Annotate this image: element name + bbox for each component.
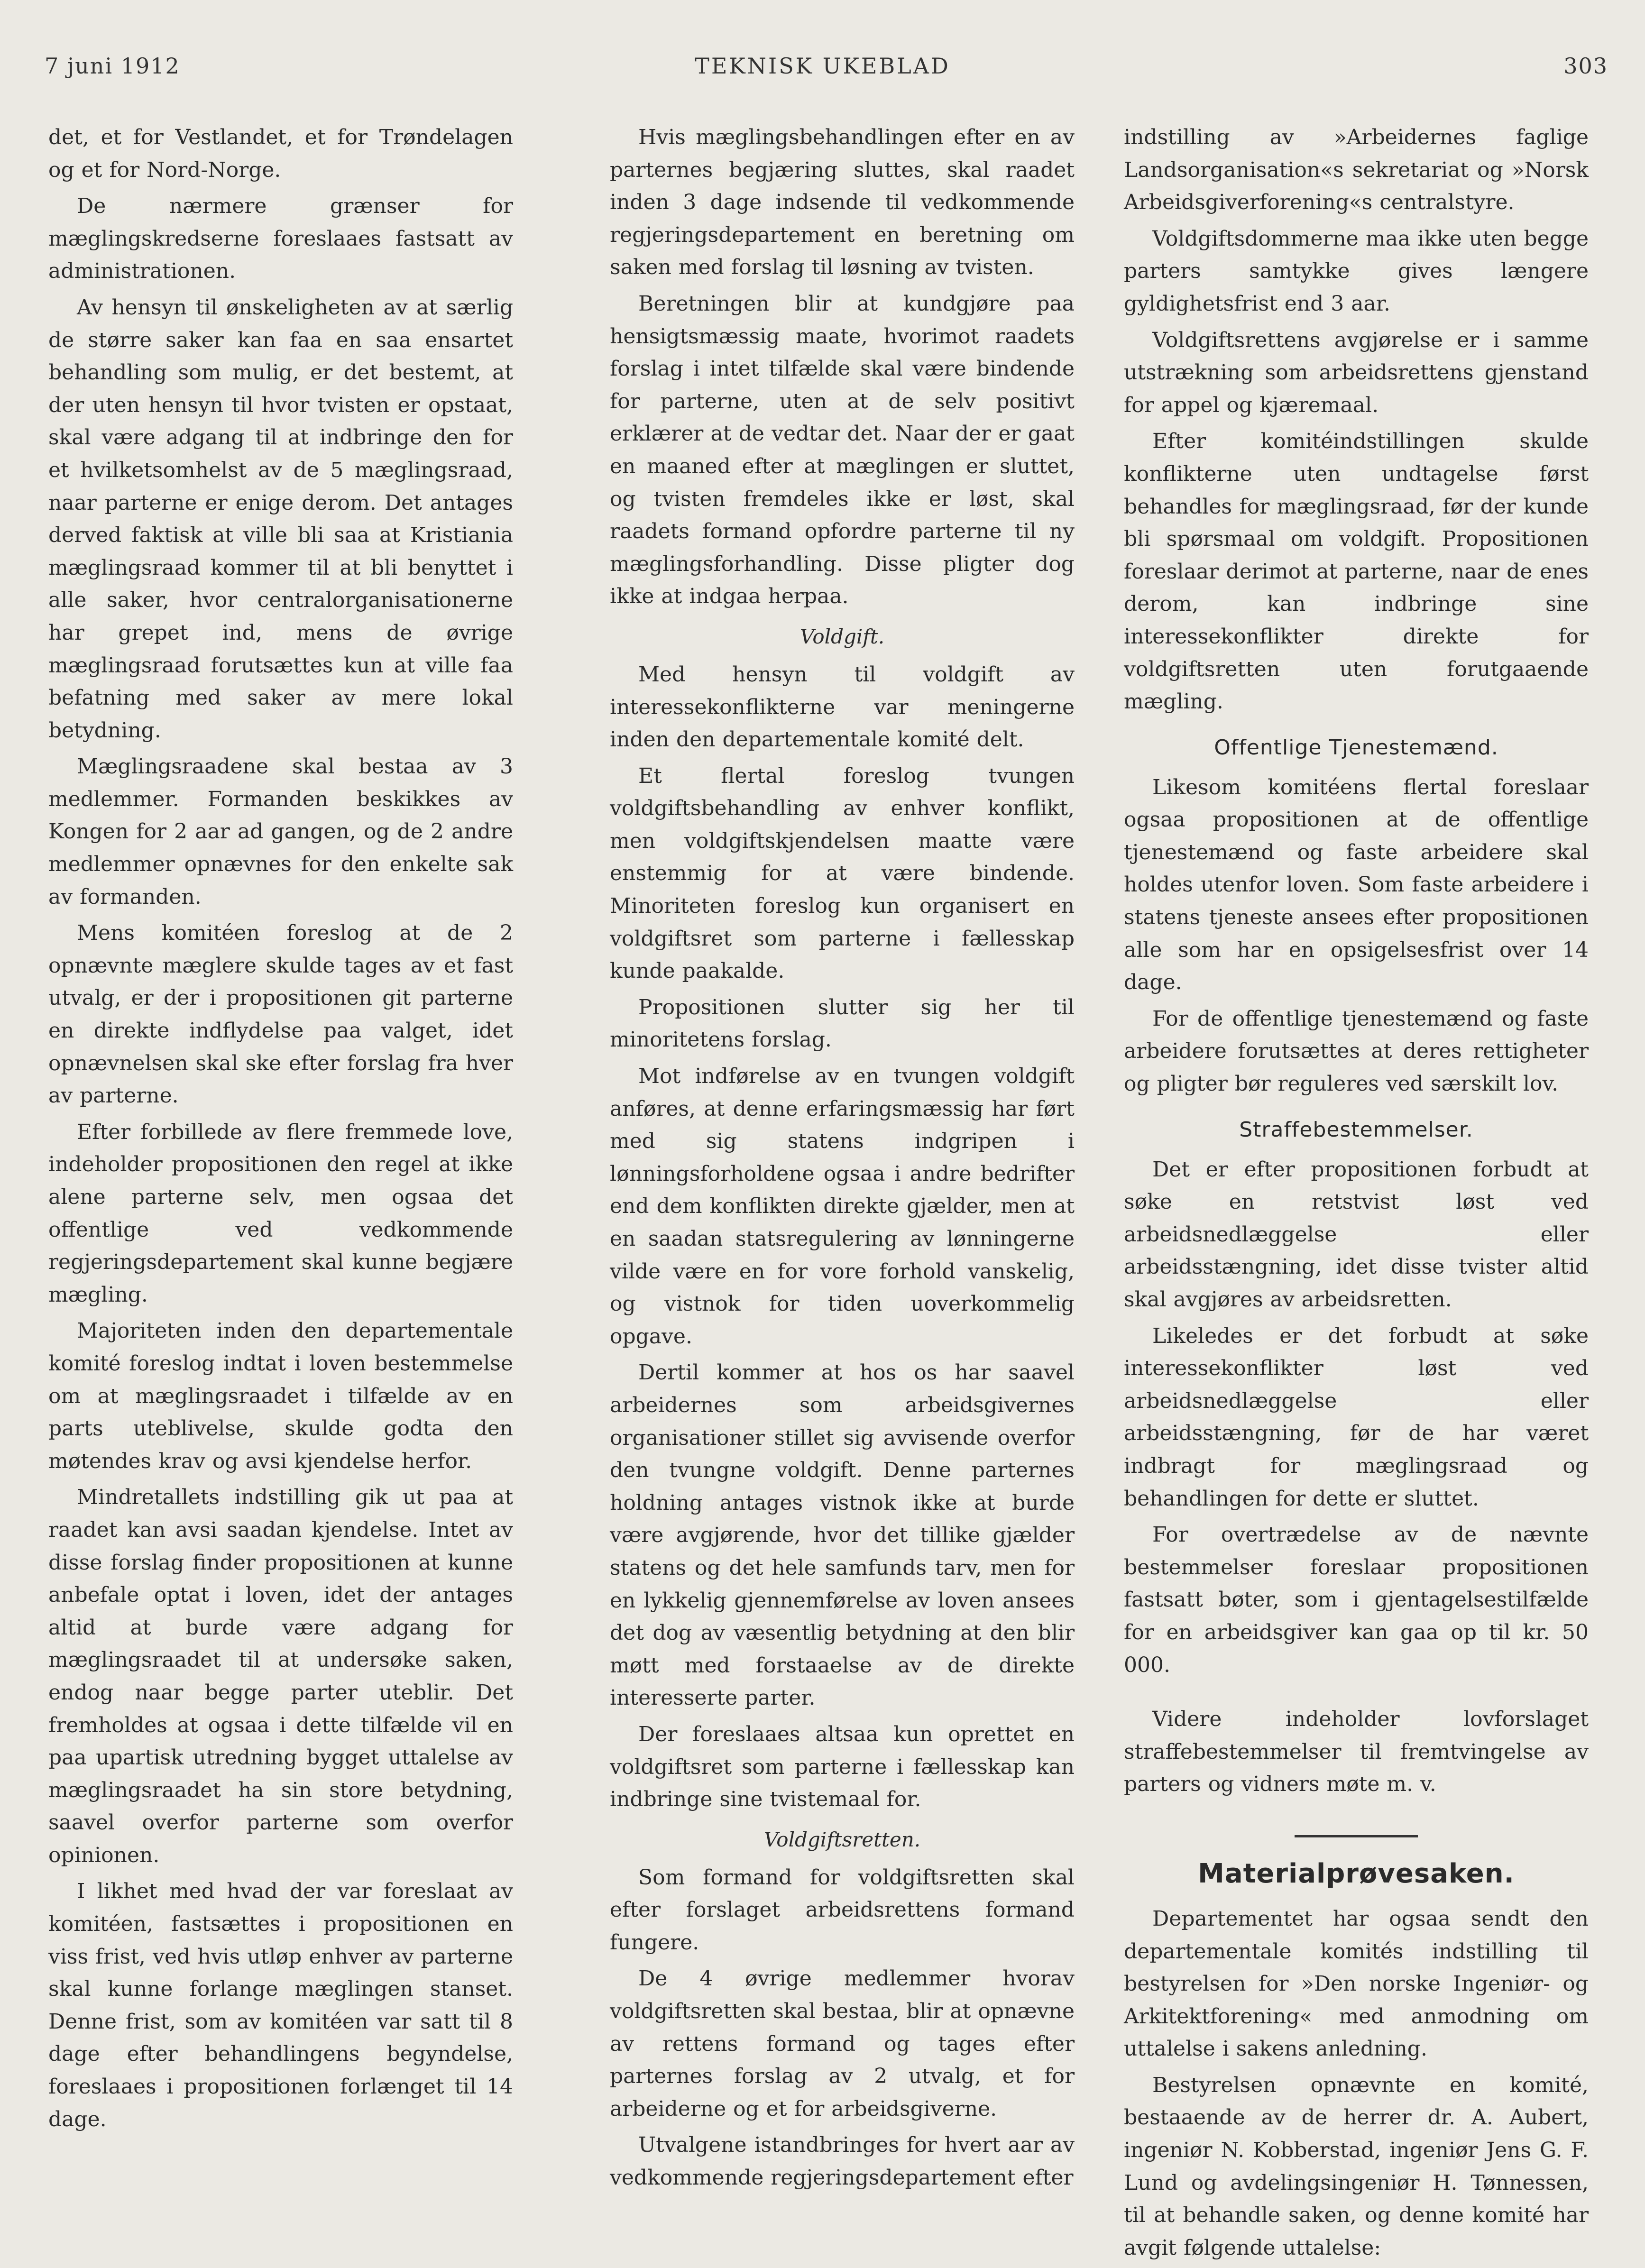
paragraph: Bestyrelsen opnævnte en komité, bestaaende av de herrer dr. A. Aubert, ingeniør N. Kobberstad, ingeniør Jens G. F. Lund og avdelingsingeniør H. Tønnessen, til at behandle saken, og denne komité har avgit følgende uttalelse: xyxy=(1124,2073,1589,2260)
paragraph: Med hensyn til voldgift av interessekonflikterne var meningerne inden den departementale komité delt. xyxy=(610,662,1075,752)
paragraph: Voldgiftsrettens avgjørelse er i samme utstrækning som arbeidsrettens gjenstand for appel og kjæremaal. xyxy=(1124,328,1589,417)
paragraph: Majoriteten inden den departementale komité foreslog indtat i loven bestemmelse om at mæglingsraadet i tilfælde av en parts uteblivelse, skulde godta den møtendes krav og avsi kjendelse herfor. xyxy=(48,1319,513,1473)
paragraph: Propositionen slutter sig her til minoritetens forslag. xyxy=(610,995,1075,1052)
paragraph: Likesom komitéens flertal foreslaar ogsaa propositionen at de offentlige tjenestemænd og faste arbeidere skal holdes utenfor loven. Som faste arbeidere i statens tjeneste ansees efter propositionen alle som har en opsigelsesfrist over 14 dage. xyxy=(1124,775,1589,995)
paragraph: De nærmere grænser for mæglingskredserne foreslaaes fastsatt av administrationen. xyxy=(48,194,513,284)
paragraph: Videre indeholder lovforslaget straffebestemmelser til fremtvingelse av parters og vidners møte m. v. xyxy=(1124,1707,1589,1797)
paragraph: Mæglingsraadene skal bestaa av 3 medlemmer. Formanden beskikkes av Kongen for 2 aar ad gangen, og de 2 andre medlemmer opnævnes for den enkelte sak av formanden. xyxy=(48,754,513,909)
section-heading-voldgiftsretten: Voldgiftsretten. xyxy=(763,1827,921,1851)
paragraph: Hvis mæglingsbehandlingen efter en av parternes begjæring sluttes, skal raadet inden 3 dage indsende til vedkommende regjeringsdepartement en beretning om saken med forslag til løsning av tvisten. xyxy=(610,125,1075,280)
column-1 xyxy=(48,121,513,2139)
paragraph: Mot indførelse av en tvungen voldgift anføres, at denne erfaringsmæssig har ført med sig statens indgripen i lønningsforholdene ogsaa i andre bedrifter end dem konflikten direkte gjælder, men at en saadan statsregulering av lønningerne vilde være en for vore forhold vanskelig, og vistnok for tiden uoverkommelig opgave. xyxy=(610,1064,1075,1349)
column-2 xyxy=(610,121,1075,2198)
paragraph: Av hensyn til ønskeligheten av at særlig de større saker kan faa en saa ensartet behandling som mulig, er det bestemt, at der uten hensyn til hvor tvisten er opstaat, skal være adgang til at indbringe den for et hvilketsomhelst av de 5 mæglingsraad, naar parterne er enige derom. Det antages derved faktisk at ville bli saa at Kristiania mæglingsraad kommer til at bli benyttet i alle saker, hvor centralorganisationerne har grepet ind, mens de øvrige mæglingsraad forutsættes kun at ville faa befatning med saker av mere lokal betydning. xyxy=(48,295,513,743)
paragraph: De 4 øvrige medlemmer hvorav voldgiftsretten skal bestaa, blir at opnævne av rettens formand og tages efter parternes forslag av 2 utvalg, et for arbeiderne og et for arbeidsgiverne. xyxy=(610,1966,1075,2121)
page-number: 303 xyxy=(1563,53,1608,79)
journal-title: TEKNISK UKEBLAD xyxy=(695,53,950,79)
paragraph: Der foreslaaes altsaa kun oprettet en voldgiftsret som parterne i fællesskap kan indbringe sine tvistemaal for. xyxy=(610,1722,1075,1812)
section-heading-voldgift: Voldgift. xyxy=(800,624,885,648)
paragraph: Dertil kommer at hos os har saavel arbeidernes som arbeidsgivernes organisationer stillet sig avvisende overfor den tvungne voldgift. Denne parternes holdning antages vistnok ikke at burde være avgjørende, hvor det tillike gjælder statens og det hele samfunds tarv, men for en lykkelig gjennemførelse av loven ansees det dog av væsentlig betydning at den blir møtt med forstaaelse av de direkte interesserte parter. xyxy=(610,1360,1075,1710)
paragraph: Efter komitéindstillingen skulde konflikterne uten undtagelse først behandles for mæglingsraad, før der kunde bli spørsmaal om voldgift. Propositionen foreslaar derimot at parterne, naar de enes derom, kan indbringe sine interessekonflikter direkte for voldgiftsretten uten forutgaaende mægling. xyxy=(1124,429,1589,714)
paragraph: Beretningen blir at kundgjøre paa hensigtsmæssig maate, hvorimot raadets forslag i intet tilfælde skal være bindende for parterne, uten at de selv positivt erklærer at de vedtar det. Naar der er gaat en maaned efter at mæglingen er sluttet, og tvisten fremdeles ikke er løst, skal raadets formand opfordre parterne til ny mæglingsforhandling. Disse pligter dog ikke at indgaa herpaa. xyxy=(610,291,1075,609)
page-header xyxy=(0,53,1645,86)
paragraph: indstilling av »Arbeidernes faglige Landsorganisation«s sekretariat og »Norsk Arbeidsgiverforening«s centralstyre. xyxy=(1124,125,1589,215)
spacer xyxy=(1124,1685,1589,1703)
column-3 xyxy=(1124,121,1589,2268)
section-heading-offentlige-tjenestemaend: Offentlige Tjenestemænd. xyxy=(1214,735,1498,760)
paragraph: Det er efter propositionen forbudt at søke en retstvist løst ved arbeidsnedlæggelse eller arbeidsstængning, idet disse tvister altid skal avgjøres av arbeidsretten. xyxy=(1124,1157,1589,1312)
article-heading-materialproevesaken: Materialprøvesaken. xyxy=(1198,1858,1515,1889)
paragraph: Som formand for voldgiftsretten skal efter forslaget arbeidsrettens formand fungere. xyxy=(610,1865,1075,1955)
section-heading-straffebestemmelser: Straffebestemmelser. xyxy=(1239,1117,1473,1142)
issue-date: 7 juni 1912 xyxy=(45,53,180,79)
paragraph: Likeledes er det forbudt at søke interessekonflikter løst ved arbeidsnedlæggelse eller arbeidsstængning, før de har været indbragt for mæglingsraad og behandlingen for dette er sluttet. xyxy=(1124,1323,1589,1511)
paragraph: Mindretallets indstilling gik ut paa at raadet kan avsi saadan kjendelse. Intet av disse forslag finder propositionen at kunne anbefale optat i loven, idet der antages altid at burde være adgang for mæglingsraadet til at undersøke saken, endog naar begge parter uteblir. Det fremholdes at ogsaa i dette tilfælde vil en paa upartisk utredning bygget uttalelse av mæglingsraadet ha sin store betydning, saavel overfor parterne som overfor opinionen. xyxy=(48,1485,513,1867)
paragraph: Departementet har ogsaa sendt den departementale komités indstilling til bestyrelsen for »Den norske Ingeniør- og Arkitektforening« med anmodning om uttalelse i sakens anledning. xyxy=(1124,1906,1589,2061)
section-divider xyxy=(1295,1835,1418,1837)
paragraph: For de offentlige tjenestemænd og faste arbeidere forutsættes at deres rettigheter og pligter bør reguleres ved særskilt lov. xyxy=(1124,1006,1589,1096)
paragraph: Mens komitéen foreslog at de 2 opnævnte mæglere skulde tages av et fast utvalg, er der i propositionen git parterne en direkte indflydelse paa valget, idet opnævnelsen skal ske efter forslag fra hver av parterne. xyxy=(48,921,513,1108)
paragraph: Et flertal foreslog tvungen voldgiftsbehandling av enhver konflikt, men voldgiftskjendelsen maatte være enstemmig for at være bindende. Minoriteten foreslog kun organisert en voldgiftsret som parterne i fællesskap kunde paakalde. xyxy=(610,763,1075,983)
paragraph: I likhet med hvad der var foreslaat av komitéen, fastsættes i propositionen en viss frist, ved hvis utløp enhver av parterne skal kunne forlange mæglingen stanset. Denne frist, som av komitéen var satt til 8 dage efter behandlingens begyndelse, foreslaaes i propositionen forlænget til 14 dage. xyxy=(48,1879,513,2131)
paragraph: Efter forbillede av flere fremmede love, indeholder propositionen den regel at ikke alene parterne selv, men ogsaa det offentlige ved vedkommende regjeringsdepartement skal kunne begjære mægling. xyxy=(48,1120,513,1307)
paragraph: For overtrædelse av de nævnte bestemmelser foreslaar propositionen fastsatt bøter, som i gjentagelsestilfælde for en arbeidsgiver kan gaa op til kr. 50 000. xyxy=(1124,1523,1589,1677)
paragraph: det, et for Vestlandet, et for Trøndelagen og et for Nord-Norge. xyxy=(48,125,513,182)
paragraph: Utvalgene istandbringes for hvert aar av vedkommende regjeringsdepartement efter xyxy=(610,2133,1075,2190)
paragraph: Voldgiftsdommerne maa ikke uten begge parters samtykke gives længere gyldighetsfrist end 3 aar. xyxy=(1124,226,1589,316)
